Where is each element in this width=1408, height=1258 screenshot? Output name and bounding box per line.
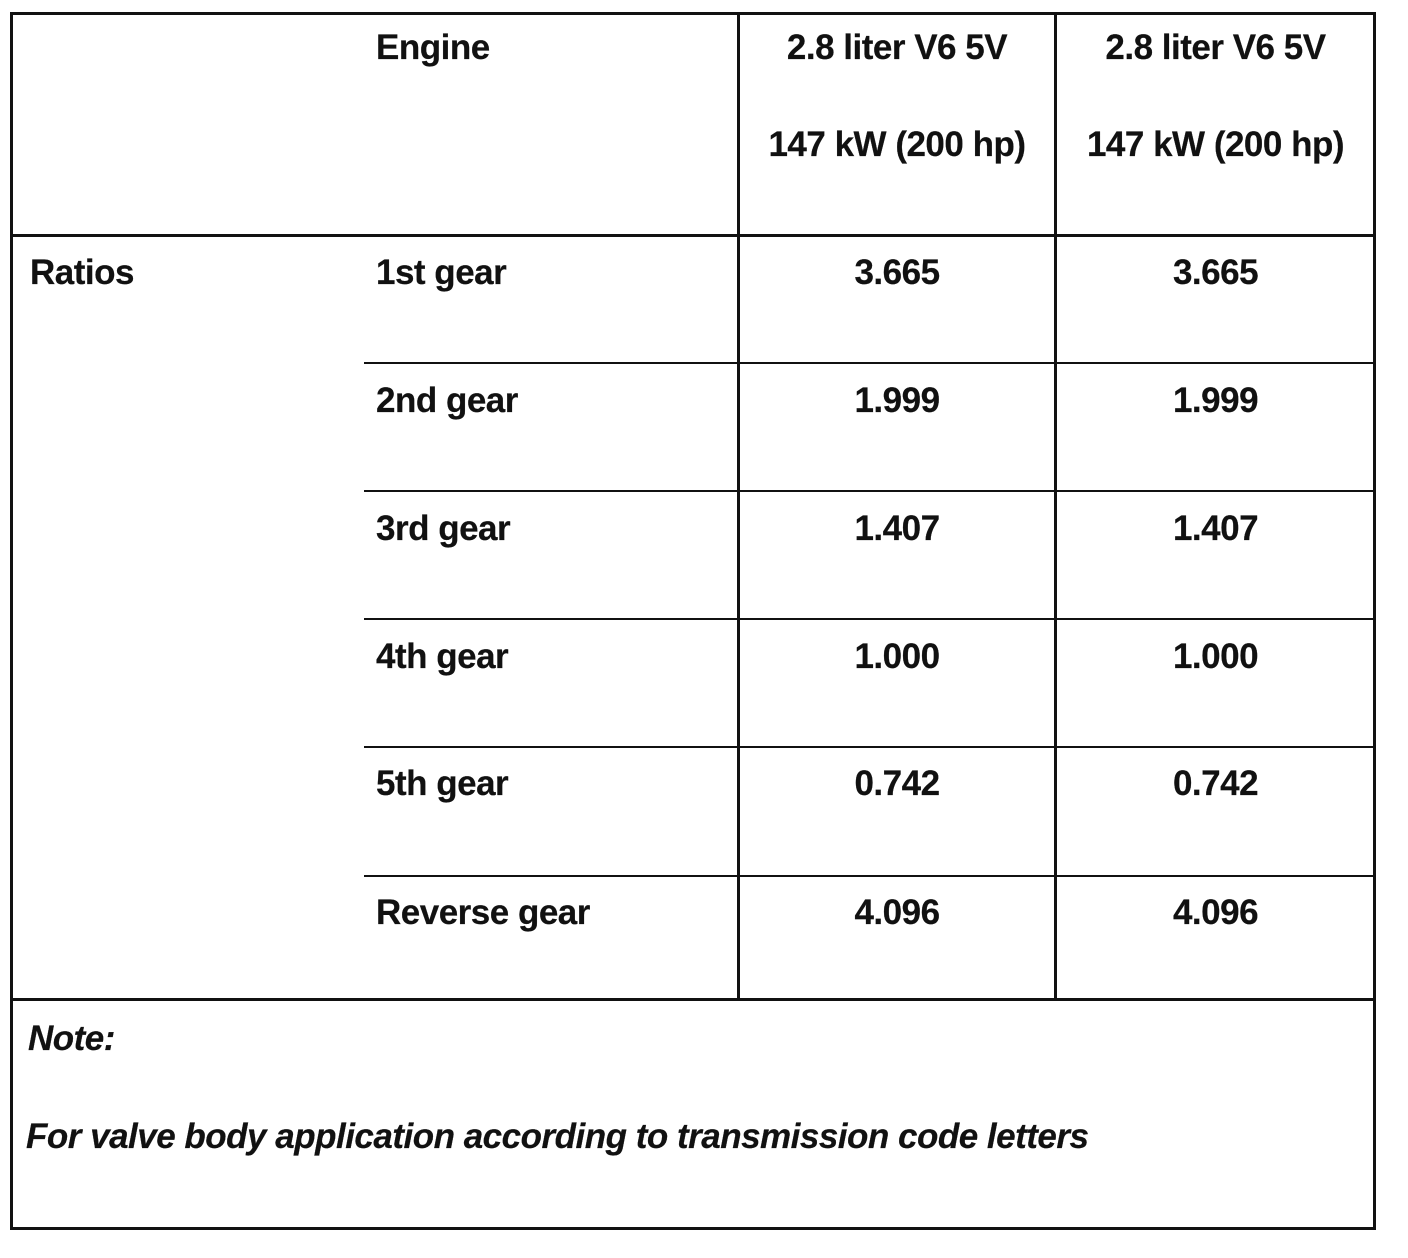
row-label-2nd-gear: 2nd gear (376, 381, 518, 420)
row-label-5th-gear: 5th gear (376, 764, 509, 803)
row-reverse-gear-value-col1: 4.096 (854, 893, 940, 932)
row-reverse-gear-value-col2: 4.096 (1172, 893, 1259, 932)
row-2nd-gear-value-col1: 1.999 (854, 381, 940, 420)
row-2nd-gear-value-col2: 1.999 (1172, 381, 1259, 420)
row-1st-gear-value-col2: 3.665 (1172, 253, 1259, 292)
header-engine-label: Engine (376, 28, 490, 67)
row-label-reverse-gear: Reverse gear (376, 893, 590, 932)
note-title: Note: (28, 1019, 115, 1058)
header-col1-line2: 147 kW (200 hp) (768, 125, 1026, 164)
ratios-group-label: Ratios (30, 253, 134, 292)
row-3rd-gear-value-col1: 1.407 (854, 509, 940, 548)
header-col2-line2: 147 kW (200 hp) (1086, 125, 1345, 164)
header-bottom-rule (12, 234, 1374, 237)
row-label-3rd-gear: 3rd gear (376, 509, 511, 548)
row-1st-gear-value-col1: 3.665 (854, 253, 940, 292)
row-4th-gear-value-col2: 1.000 (1172, 637, 1259, 676)
row-5th-gear-value-col2: 0.742 (1172, 764, 1259, 803)
note-text: For valve body application according to transmission code letters (26, 1117, 1089, 1156)
row-3rd-gear-value-col2: 1.407 (1172, 509, 1259, 548)
note-top-rule (12, 998, 1374, 1001)
row-label-4th-gear: 4th gear (376, 637, 509, 676)
row-divider-2 (364, 490, 1374, 492)
row-divider-1 (364, 362, 1374, 364)
row-divider-4 (364, 746, 1374, 748)
row-label-1st-gear: 1st gear (376, 253, 507, 292)
row-4th-gear-value-col1: 1.000 (854, 637, 940, 676)
row-divider-5 (364, 875, 1374, 877)
row-divider-3 (364, 618, 1374, 620)
header-col2-line1: 2.8 liter V6 5V (1105, 28, 1326, 67)
gear-ratio-table (10, 12, 1376, 1230)
header-col1-line1: 2.8 liter V6 5V (786, 28, 1008, 67)
row-5th-gear-value-col1: 0.742 (854, 764, 940, 803)
